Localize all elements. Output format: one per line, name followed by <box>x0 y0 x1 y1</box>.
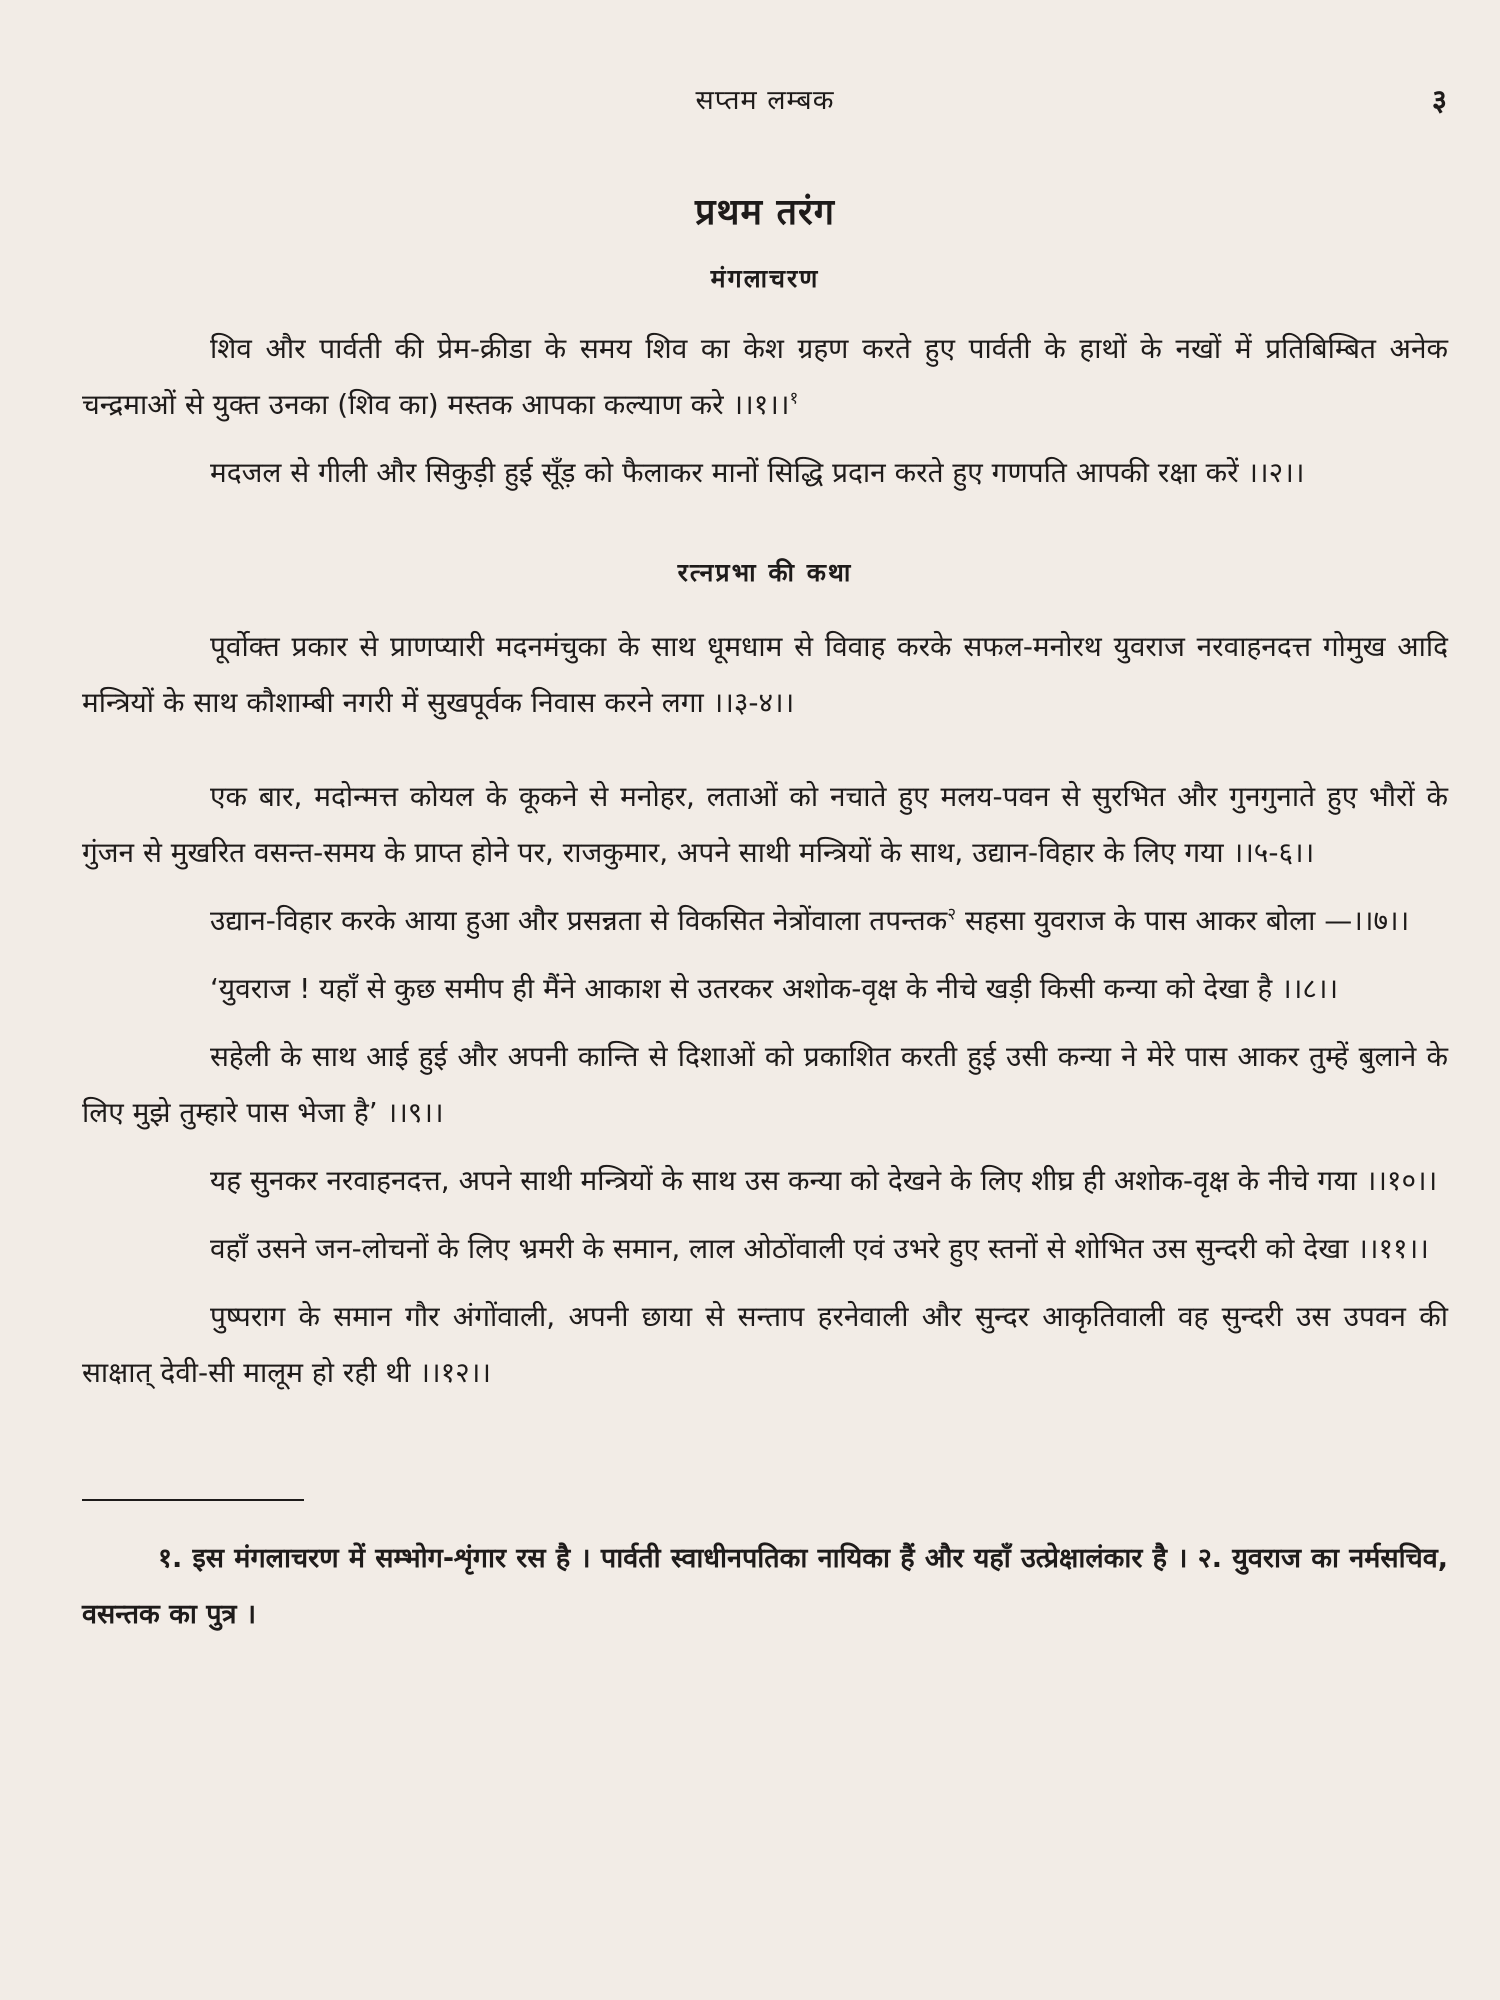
footnote-divider <box>82 1499 304 1501</box>
verse-paragraph: एक बार, मदोन्मत्त कोयल के कूकने से मनोहर, लताओं को नचाते हुए मलय-पवन से सुरभित और गुनगुनाते हुए भौरों के गुंजन से मुखरित वसन्त-समय के प्राप्त होने पर, राजकुमार, अपने साथी मन्त्रियों के साथ, उद्यान-विहार के लिए गया ।।५-६।। <box>82 780 1448 869</box>
running-header <box>82 80 1448 126</box>
verse-paragraph: उद्यान-विहार करके आया हुआ और प्रसन्नता से विकसित नेत्रोंवाला तपन्तक$^२$ सहसा युवराज के पास आकर बोला —।।७।। <box>210 904 1410 937</box>
verse-paragraph: पूर्वोक्त प्रकार से प्राणप्यारी मदनमंचुका के साथ धूमधाम से विवाह करके सफल-मनोरथ युवराज नरवाहनदत्त गोमुख आदि मन्त्रियों के साथ कौशाम्बी नगरी में सुखपूर्वक निवास करने लगा ।।३-४।। <box>82 630 1448 719</box>
verse-paragraph: मदजल से गीली और सिकुड़ी हुई सूँड़ को फैलाकर मानों सिद्धि प्रदान करते हुए गणपति आपकी रक्षा करें ।।२।। <box>210 456 1305 489</box>
section-heading-story: रत्नप्रभा की कथा <box>677 558 853 587</box>
chapter-title: प्रथम तरंग <box>694 192 836 233</box>
footnote-marker: १ <box>789 388 799 409</box>
verse-paragraph: शिव और पार्वती की प्रेम-क्रीडा के समय शिव का केश ग्रहण करते हुए पार्वती के हाथों के नखों में प्रतिबिम्बित अनेक चन्द्रमाओं से युक्त उनका (शिव का) मस्तक आपका कल्याण करे ।।१।।$^१$ <box>82 332 1448 421</box>
verse-paragraph: यह सुनकर नरवाहनदत्त, अपने साथी मन्त्रियों के साथ उस कन्या को देखने के लिए शीघ्र ही अशोक-वृक्ष के नीचे गया ।।१०।। <box>210 1164 1438 1197</box>
verse-paragraph: ‘युवराज ! यहाँ से कुछ समीप ही मैंने आकाश से उतरकर अशोक-वृक्ष के नीचे खड़ी किसी कन्या को देखा है ।।८।। <box>210 972 1339 1005</box>
verse-paragraph: सहेली के साथ आई हुई और अपनी कान्ति से दिशाओं को प्रकाशित करती हुई उसी कन्या ने मेरे पास आकर तुम्हें बुलाने के लिए मुझे तुम्हारे पास भेजा है’ ।।९।। <box>82 1040 1448 1129</box>
page-number: ३ <box>1431 83 1448 117</box>
verse-paragraph: वहाँ उसने जन-लोचनों के लिए भ्रमरी के समान, लाल ओठोंवाली एवं उभरे हुए स्तनों से शोभित उस सुन्दरी को देखा ।।११।। <box>210 1232 1429 1265</box>
running-title: सप्तम लम्बक <box>695 85 835 116</box>
verse-paragraph: पुष्पराग के समान गौर अंगोंवाली, अपनी छाया से सन्ताप हरनेवाली और सुन्दर आकृतिवाली वह सुन्दरी उस उपवन की साक्षात् देवी-सी मालूम हो रही थी ।।१२।। <box>82 1300 1448 1389</box>
footnotes: १. इस मंगलाचरण में सम्भोग-शृंगार रस है । पार्वती स्वाधीनपतिका नायिका हैं और यहाँ उत्प्रेक्षालंकार है । २. युवराज का नर्मसचिव, वसन्तक का पुत्र । <box>82 1543 1448 1630</box>
footnote-marker: २ <box>947 904 957 925</box>
section-heading-invocation: मंगलाचरण <box>710 264 820 293</box>
